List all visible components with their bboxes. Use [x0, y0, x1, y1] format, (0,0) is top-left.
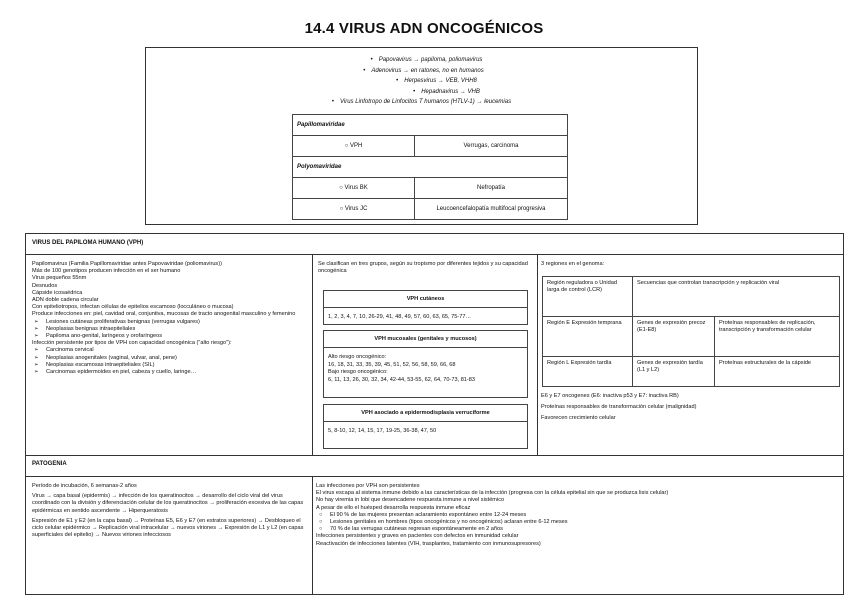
table-cell: Genes de expresión precoz (E1-E8) [633, 317, 715, 357]
table-cell: Secuencias que controlan transcripción y replicación viral [633, 277, 840, 317]
list-item: ○ 70 % de las verrugas cutáneas regresan espontáneamente en 2 años [316, 526, 840, 533]
table-cell: Verrugas, carcinoma [415, 136, 568, 157]
box-body: 1, 2, 3, 4, 7, 10, 26-29, 41, 48, 49, 57, 60, 63, 65, 75-77… [328, 314, 472, 320]
list-item: ➢ Carcinomas epidermoides en piel, cabeza y cuello, laringe… [32, 369, 308, 376]
low-risk-label: Bajo riesgo oncogénico: [328, 369, 388, 376]
table-cell: ○ Virus BK [293, 178, 415, 199]
text-line: Produce infecciones en: piel, cavidad oral, conjuntiva, mucosas de tracto anogenital masculino y femenino [32, 311, 296, 318]
malignant-list [32, 347, 308, 376]
text-line: E6 y E7 oncogenes (E6: inactiva p53 y E7: inactiva RB) [541, 393, 679, 399]
box-header: VPH mucosales (genitales y mucosos) [324, 331, 527, 348]
table-cell: Proteínas responsables de replicación, transcripción y transformación celular [715, 317, 840, 357]
list-item: ○ Lesiones genitales en hombres (tipos oncogénicos y no oncogénicos) aclaran entre 6-12 meses [316, 519, 840, 526]
text-line: Reactivación de infecciones latentes (VIH, trasplantes, tratamiento con inmunosupresores) [316, 540, 541, 547]
high-risk-types: 16, 18, 31, 33, 35, 39, 45, 51, 52, 56, 58, 59, 66, 68 [328, 361, 456, 368]
vph-middle-intro: Se clasifican en tres grupos, según su tropismo por diferentes tejidos y su capacidad oncogénica [318, 261, 528, 275]
text-line: Las infecciones por VPH son persistentes [316, 483, 420, 489]
text-line: Virus → capa basal (epidermis) → infección de los queratinocitos → desarrollo del ciclo viral del virus coordinado con la división y diferenciación celular de los queratinocitos → proliferación excesiva de las capas epidérmicas en sentido ascendente → Hiperqueratosis [32, 493, 304, 514]
virus-list [146, 55, 697, 108]
vph-main-box [25, 233, 844, 595]
section-header-vph: VIRUS DEL PAPILOMA HUMANO (VPH) [26, 234, 843, 255]
cutaneous-box [323, 290, 528, 325]
table-cell: Región E Expresión temprana [543, 317, 633, 357]
list-item: ➢ Lesiones cutáneas proliferativas benignas (verrugas vulgares) [32, 319, 308, 326]
list-item: ➢ Neoplasias escamosas intraepiteliales (SIL) [32, 362, 308, 369]
family-polyomaviridae: Polyomaviridae [293, 157, 568, 178]
mucosal-box [323, 330, 528, 398]
list-item: • Virus Linfotropo de Linfocitos T humanos (HTLV-1) → leucemias [146, 97, 697, 108]
table-cell: Región L Expresión tardía [543, 357, 633, 387]
list-item: ➢ Neoplasias benignas intraepiteliales [32, 326, 308, 333]
clearance-list [316, 512, 840, 534]
table-cell: Nefropatía [415, 178, 568, 199]
box-body [324, 348, 527, 390]
text-line: Desnudos [32, 282, 58, 289]
table-cell: ○ VPH [293, 136, 415, 157]
text-line: Período de incubación, 6 semanas-2 años [32, 483, 137, 489]
table-cell: ○ Virus JC [293, 199, 415, 220]
benign-list [32, 319, 308, 341]
page-title: 14.4 VIRUS ADN ONCOGÉNICOS [304, 20, 544, 37]
table-cell: Genes de expresión tardía (L1 y L2) [633, 357, 715, 387]
text-line: Proteínas responsables de transformación celular (malignidad) [541, 404, 697, 410]
family-papillomaviridae: Papillomaviridae [293, 115, 568, 136]
virus-summary-box [145, 47, 698, 225]
table-cell: Proteínas estructurales de la cápside [715, 357, 840, 387]
vph-left-column [32, 261, 308, 376]
text-line: ADN doble cadena circular [32, 297, 99, 304]
text-line: A pesar de ello el huésped desarrolla respuesta inmune eficaz [316, 504, 471, 511]
text-line: El virus escapa al sistema inmune debido a las características de la infección (progresa con la célula epitelial sin que se produzca lisis celular) [316, 490, 669, 497]
text-line: Papilomavirus (Familia Papillomaviridae antes Papovaviridae (poliomavirus)) [32, 261, 222, 267]
table-cell: Leucoencefalopatía multifocal progresiva [415, 199, 568, 220]
box-body: 5, 8-10, 12, 14, 15, 17, 19-25, 36-38, 47, 50 [328, 428, 437, 434]
text-line: No hay viremia in lobi que desencadene respuesta inmune a nivel sistémico [316, 497, 505, 504]
box-header: VPH asociado a epidermodisplasia verruciforme [324, 405, 527, 422]
box-header: VPH cutáneos [324, 291, 527, 308]
epidermodysplasia-box [323, 404, 528, 449]
pathogenesis-right [316, 483, 840, 548]
text-line: Virus pequeños 55nm [32, 275, 87, 282]
vph-right-intro: 3 regiones en el genoma: [541, 261, 605, 267]
list-item: ➢ Papiloma ano-genital, laríngeos y orofaríngeos [32, 333, 308, 340]
pathogenesis-left [32, 483, 308, 539]
low-risk-types: 6, 11, 13, 26, 30, 32, 34, 42-44, 53-55, 62, 64, 70-73, 81-83 [328, 376, 475, 383]
oncogene-notes [541, 391, 839, 424]
list-item: ○ El 90 % de las mujeres presentan aclaramiento espontáneo entre 12-24 meses [316, 512, 840, 519]
genome-table [542, 276, 840, 387]
text-line: Expresión de E1 y E2 (en la capa basal) → Proteínas E5, E6 y E7 (en estratos superiores) → Desbloqueo el ciclo celular epidérmico → Replicación viral intracelular → nuevos viriones → Expresión de L1 y L2 (en capas superficiales del epitelio) → Nuevos viriones infecciosos [32, 517, 304, 539]
list-item: ➢ Carcinoma cervical [32, 347, 308, 354]
text-line: Infección persistente por tipos de VPH con capacidad oncogénica ("alto riesgo"): [32, 340, 232, 347]
text-line: Con epiteliotropos, infectan células de epitelios escamoso (locculáneo o mucosa) [32, 304, 234, 311]
list-item: • Herpesvirus → VEB, VHH8 [146, 76, 697, 87]
text-line: Cápside icosaédrica [32, 289, 83, 296]
list-item: ➢ Neoplasias anogenitales (vaginal, vulvar, anal, pene) [32, 355, 308, 362]
list-item: • Papovavirus → papiloma, poliomavirus [146, 55, 697, 66]
list-item: • Hepadnavirus → VHB [146, 87, 697, 98]
text-line: Favorecen crecimiento celular [541, 415, 616, 421]
section-header-patogenia: PATOGENIA [26, 455, 843, 477]
list-item: • Adenovirus → en ratones, no en humanos [146, 66, 697, 77]
text-line: Más de 100 genotipos producen infección en el ser humano [32, 268, 181, 275]
high-risk-label: Alto riesgo oncogénico: [328, 354, 387, 360]
text-line: Infecciones persistentes y graves en pacientes con defectos en inmunidad celular [316, 533, 519, 540]
table-cell: Región reguladora o Unidad larga de control (LCR) [543, 277, 633, 317]
families-table [292, 114, 568, 220]
